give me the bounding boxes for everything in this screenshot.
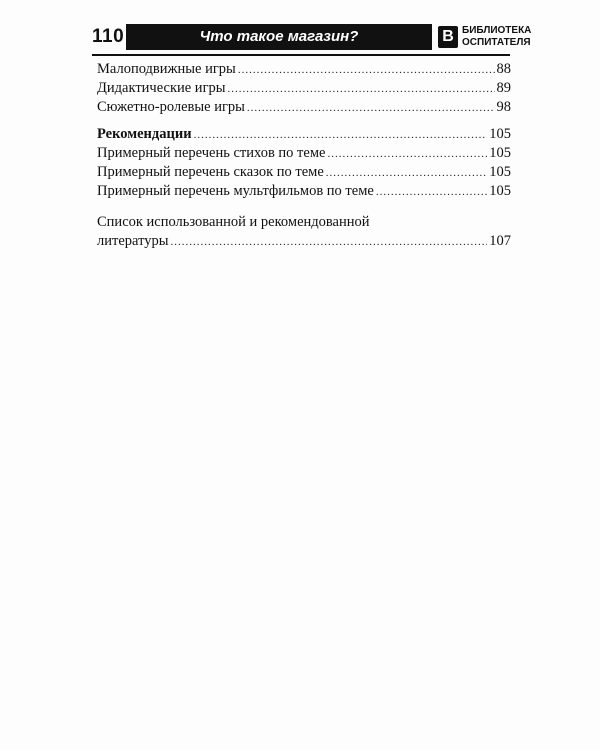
toc-entry xyxy=(97,98,511,117)
toc-entry-title: Сюжетно-ролевые игры xyxy=(97,99,245,115)
dot-leader xyxy=(194,126,488,145)
toc-entry xyxy=(97,60,511,79)
toc-entry-page: 105 xyxy=(489,183,511,199)
toc-section-entry xyxy=(97,125,511,144)
series-logo-letter: В xyxy=(438,26,458,48)
toc-entry-page: 89 xyxy=(496,80,511,96)
series-name-line1: БИБЛИОТЕКА xyxy=(462,25,532,36)
table-of-contents xyxy=(97,60,511,251)
dot-leader xyxy=(228,80,495,99)
toc-entry-title: Примерный перечень мультфильмов по теме xyxy=(97,183,374,199)
toc-section-title: Рекомендации xyxy=(97,126,192,142)
page-number: 110 xyxy=(92,26,125,47)
toc-entry-page: 105 xyxy=(489,126,511,142)
toc-entry-title: Дидактические игры xyxy=(97,80,226,96)
toc-entry xyxy=(97,182,511,201)
toc-references-title-line2: литературы xyxy=(97,233,169,249)
dot-leader xyxy=(247,99,495,118)
toc-references-entry xyxy=(97,232,511,251)
toc-entry xyxy=(97,79,511,98)
series-name-line2: ОСПИТАТЕЛЯ xyxy=(462,37,531,48)
dot-leader xyxy=(326,164,487,183)
toc-references-title-line1: Список использованной и рекомендованной xyxy=(97,214,370,230)
toc-entry-page: 98 xyxy=(496,99,511,115)
toc-entry-page: 107 xyxy=(489,233,511,249)
dot-leader xyxy=(327,145,487,164)
toc-entry-page: 88 xyxy=(496,61,511,77)
dot-leader xyxy=(170,233,487,252)
header-title-bar xyxy=(126,24,432,50)
dot-leader xyxy=(238,61,495,80)
toc-entry-page: 105 xyxy=(489,164,511,180)
toc-entry-title: Примерный перечень стихов по теме xyxy=(97,145,326,161)
toc-entry-title: Малоподвижные игры xyxy=(97,61,236,77)
dot-leader xyxy=(376,183,487,202)
series-logo xyxy=(438,24,532,50)
series-name xyxy=(462,25,531,49)
running-header xyxy=(92,24,532,56)
toc-entry xyxy=(97,144,511,163)
toc-entry xyxy=(97,163,511,182)
header-title: Что такое магазин? xyxy=(199,28,359,45)
toc-entry-title: Примерный перечень сказок по теме xyxy=(97,164,324,180)
toc-entry-page: 105 xyxy=(489,145,511,161)
